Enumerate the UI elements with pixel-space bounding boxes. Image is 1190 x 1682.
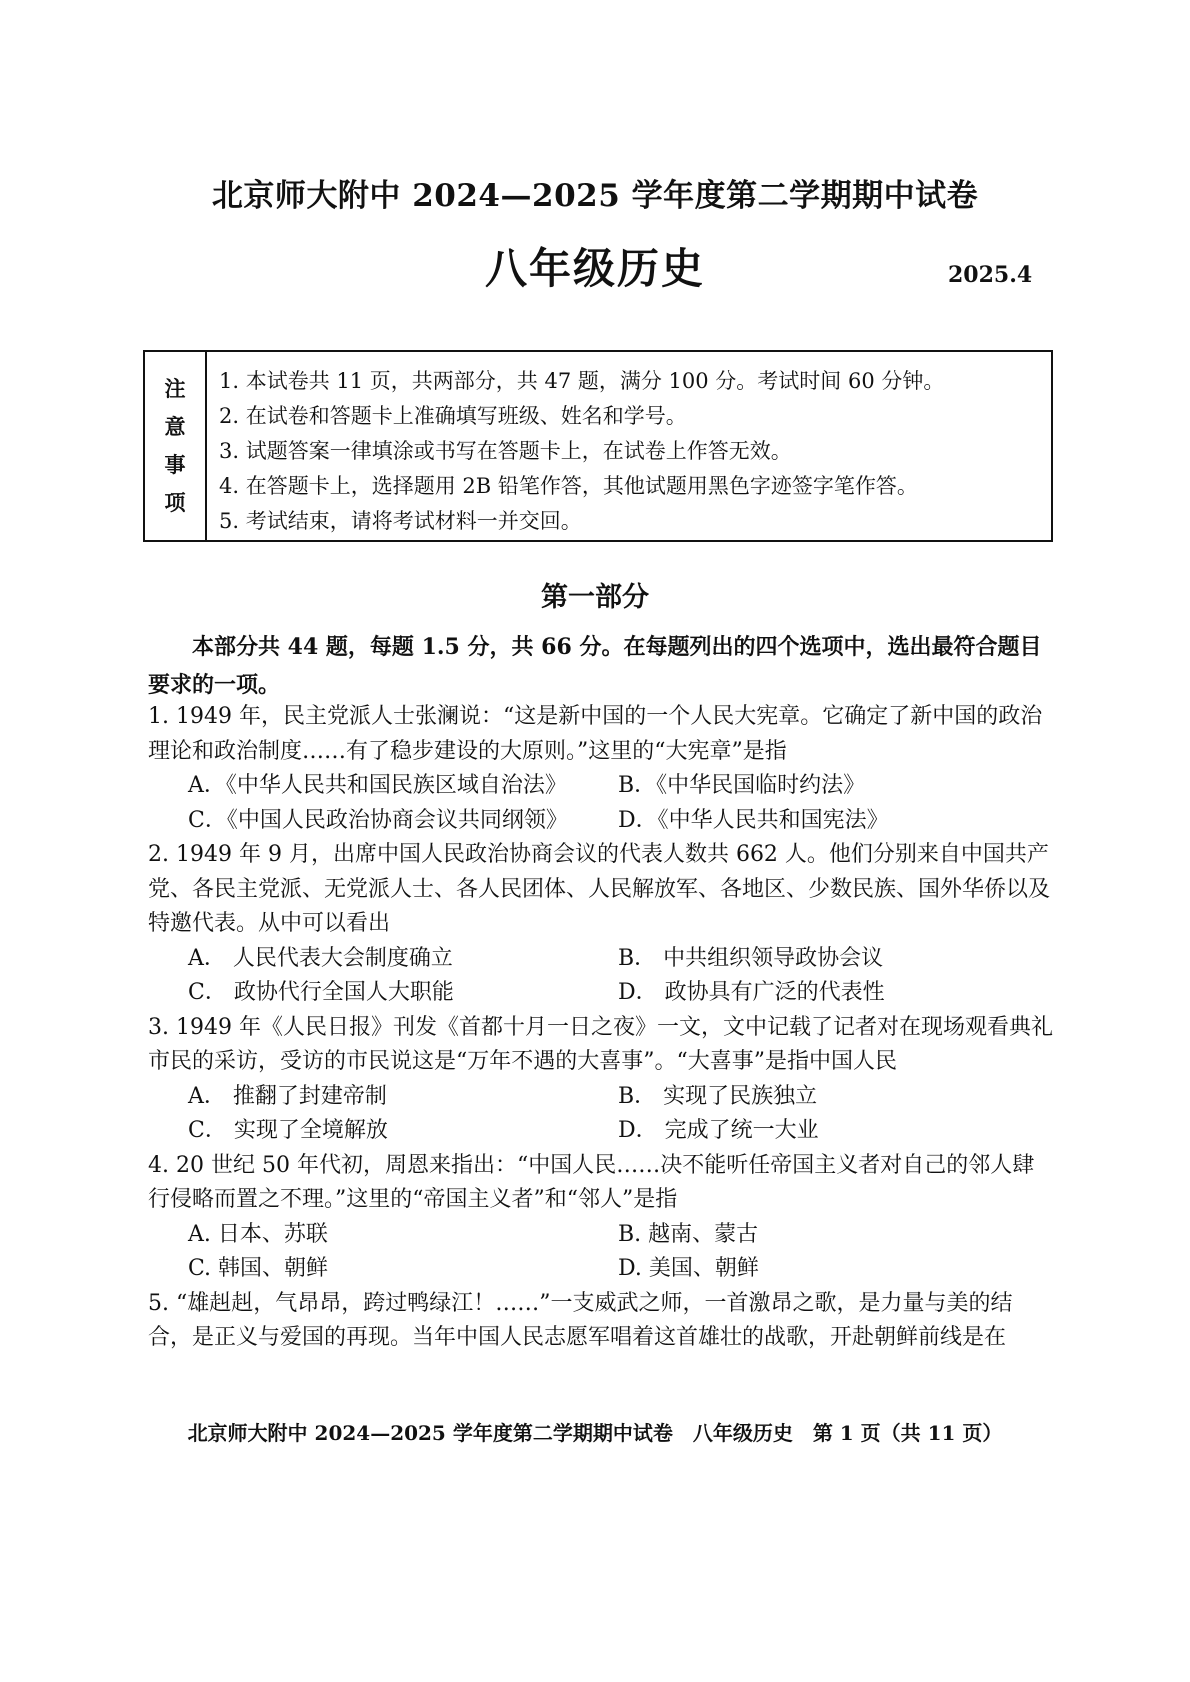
notice-box — [143, 350, 1053, 542]
notice-item: 2. 在试卷和答题卡上准确填写班级、姓名和学号。 — [219, 404, 687, 428]
option-d: D．《中华人民共和国宪法》 — [618, 807, 889, 833]
question-3 — [148, 1011, 1053, 1149]
option-list — [148, 942, 1053, 1011]
notice-item: 5. 考试结束，请将考试材料一并交回。 — [219, 509, 582, 533]
notice-list — [219, 364, 1041, 539]
option-list — [148, 1218, 1053, 1287]
option-list — [148, 1080, 1053, 1149]
notice-item: 4. 在答题卡上，选择题用 2B 铅笔作答，其他试题用黑色字迹签字笔作答。 — [219, 474, 918, 498]
option-c: C． 政协代行全国人大职能 — [188, 980, 454, 1005]
option-b: B. 越南、蒙古 — [618, 1221, 759, 1247]
question-2 — [148, 838, 1053, 1011]
question-4 — [148, 1149, 1053, 1287]
notice-label-char: 项 — [164, 490, 186, 515]
notice-item: 1. 本试卷共 11 页，共两部分，共 47 题，满分 100 分。考试时间 60 分钟。 — [219, 369, 945, 393]
option-list — [148, 769, 1053, 838]
option-b: B． 中共组织领导政协会议 — [618, 945, 884, 971]
option-d: D． 政协具有广泛的代表性 — [618, 980, 885, 1005]
part-title: 第一部分 — [541, 582, 649, 613]
notice-label-char: 注 — [164, 376, 186, 401]
notice-label-char: 意 — [164, 414, 186, 439]
option-a: A. 日本、苏联 — [188, 1221, 328, 1247]
option-c: C．《中国人民政治协商会议共同纲领》 — [188, 807, 568, 833]
notice-item: 3. 试题答案一律填涂或书写在答题卡上，在试卷上作答无效。 — [219, 439, 792, 463]
question-stem: 4. 20 世纪 50 年代初，周恩来指出：“中国人民……决不能听任帝国主义者对自己的邻人肆行侵略而置之不理。”这里的“帝国主义者”和“邻人”是指 — [148, 1152, 1035, 1212]
question-stem: 1. 1949 年，民主党派人士张澜说：“这是新中国的一个人民大宪章。它确定了新中国的政治理论和政治制度……有了稳步建设的大原则。”这里的“大宪章”是指 — [148, 704, 1043, 764]
part-intro: 本部分共 44 题，每题 1.5 分，共 66 分。在每题列出的四个选项中，选出最符合题目要求的一项。 — [148, 634, 1042, 698]
question-list — [148, 700, 1053, 1356]
option-d: D. 美国、朝鲜 — [618, 1256, 759, 1281]
question-stem: 3. 1949 年《人民日报》刊发《首都十月一日之夜》一文，文中记载了记者对在现场观看典礼市民的采访，受访的市民说这是“万年不遇的大喜事”。“大喜事”是指中国人民 — [148, 1014, 1053, 1074]
option-b: B． 实现了民族独立 — [618, 1083, 818, 1109]
exam-date: 2025.4 — [948, 262, 1033, 288]
option-d: D． 完成了统一大业 — [618, 1118, 819, 1143]
option-b: B．《中华民国临时约法》 — [618, 773, 866, 798]
option-a: A． 人民代表大会制度确立 — [188, 945, 453, 971]
exam-title: 北京师大附中 2024—2025 学年度第二学期期中试卷 — [211, 178, 979, 214]
page-footer: 北京师大附中 2024—2025 学年度第二学期期中试卷 八年级历史 第 1 页（共 11 页） — [187, 1421, 1003, 1445]
notice-label — [145, 352, 207, 540]
option-c: C. 韩国、朝鲜 — [188, 1256, 329, 1281]
question-1 — [148, 700, 1053, 838]
notice-label-char: 事 — [164, 452, 186, 477]
option-a: A．《中华人民共和国民族区域自治法》 — [188, 773, 567, 798]
option-c: C． 实现了全境解放 — [188, 1118, 388, 1143]
question-5 — [148, 1287, 1053, 1356]
subject-title: 八年级历史 — [484, 244, 705, 293]
question-stem: 5. “雄赳赳，气昂昂，跨过鸭绿江！……”一支威武之师，一首激昂之歌，是力量与美的结合，是正义与爱国的再现。当年中国人民志愿军唱着这首雄壮的战歌，开赴朝鲜前线是在 — [148, 1290, 1013, 1350]
option-a: A． 推翻了封建帝制 — [188, 1083, 387, 1109]
question-stem: 2. 1949 年 9 月，出席中国人民政治协商会议的代表人数共 662 人。他们分别来自中国共产党、各民主党派、无党派人士、各人民团体、人民解放军、各地区、少数民族、国外华侨以及特邀代表。从中可以看出 — [148, 842, 1051, 936]
